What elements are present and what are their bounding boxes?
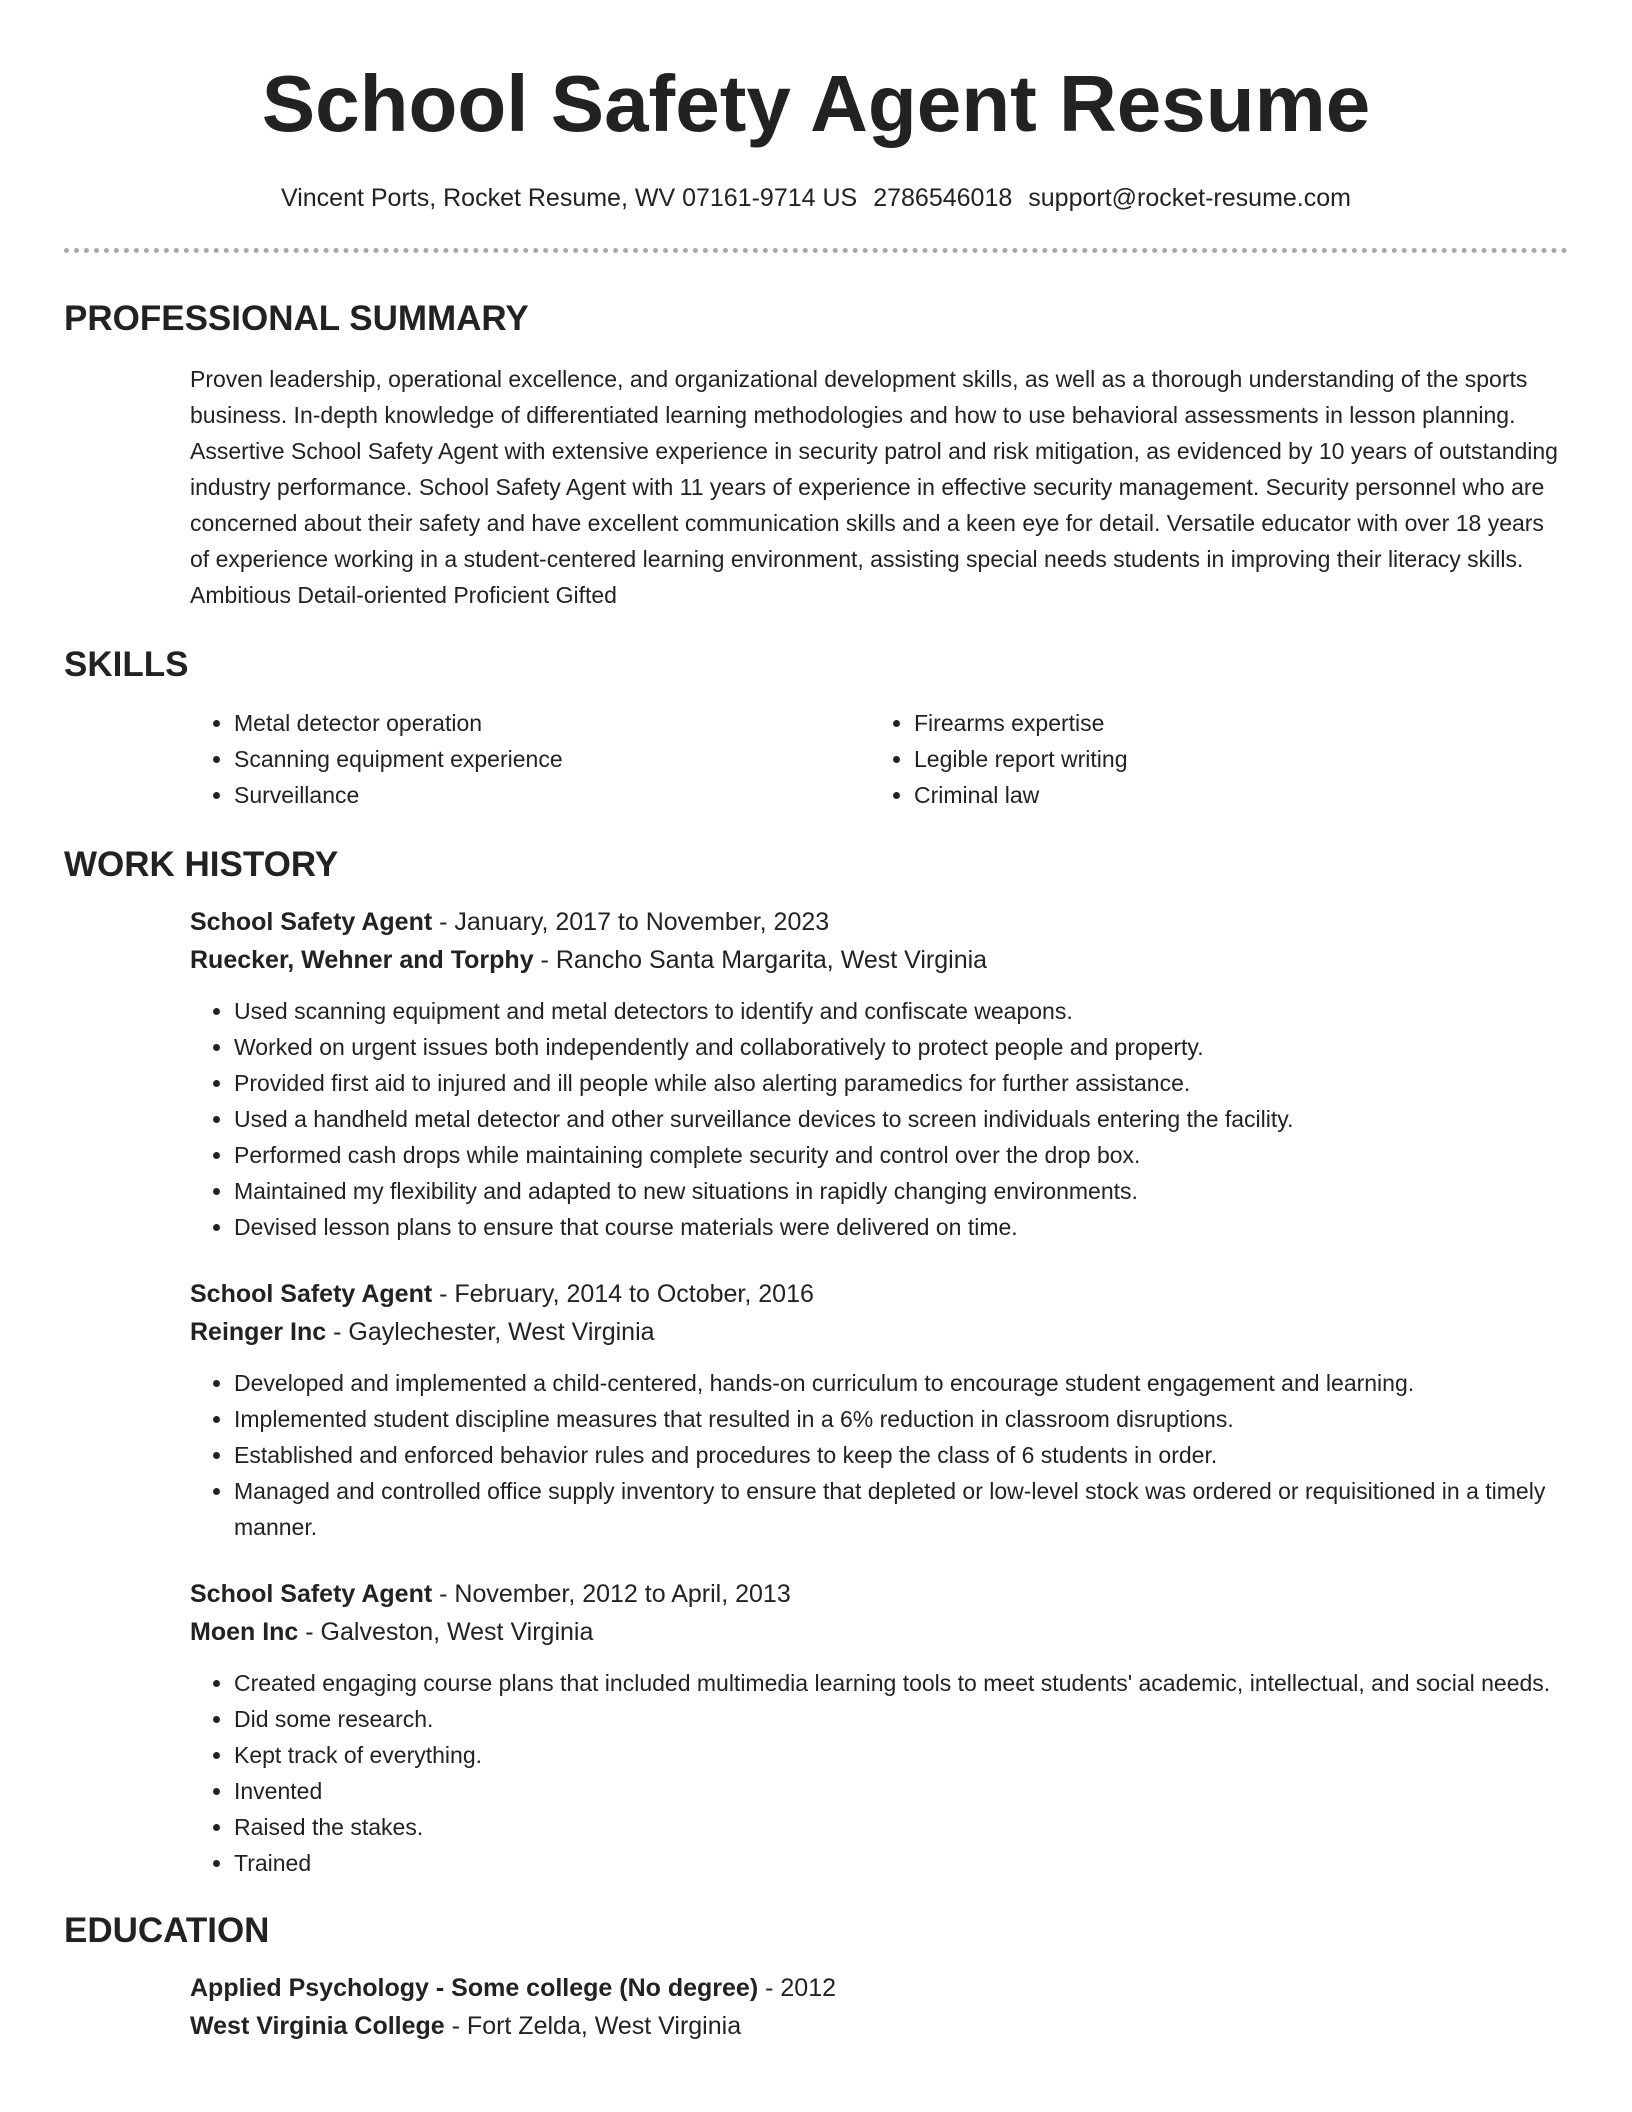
job-bullets (190, 1365, 1568, 1545)
job-location: - Gaylechester, West Virginia (326, 1318, 655, 1346)
job-bullets (190, 993, 1568, 1245)
job-location: - Rancho Santa Margarita, West Virginia (533, 946, 988, 974)
job-title-line (190, 1575, 1568, 1613)
job-company: Reinger Inc (190, 1318, 327, 1346)
contact-phone: 2786546018 (873, 184, 1013, 212)
job-title: School Safety Agent (190, 1580, 433, 1608)
skill-item: • Firearms expertise (914, 705, 1550, 741)
job-company-line (190, 1613, 1568, 1651)
job-bullet: • Performed cash drops while maintaining complete security and control over the drop box. (234, 1137, 1568, 1173)
job-bullet: • Used scanning equipment and metal detectors to identify and confiscate weapons. (234, 993, 1568, 1029)
job-bullet: • Established and enforced behavior rules and procedures to keep the class of 6 students in order. (234, 1437, 1568, 1473)
job-bullet: • Did some research. (234, 1701, 1568, 1737)
job-entry (190, 1275, 1568, 1545)
job-bullet: • Created engaging course plans that included multimedia learning tools to meet students' academic, intellectual, and social needs. (234, 1665, 1568, 1701)
skills-list-left (190, 705, 870, 813)
job-title-line (190, 1275, 1568, 1313)
job-entry (190, 1575, 1568, 1881)
job-bullet: • Maintained my flexibility and adapted to new situations in rapidly changing environments. (234, 1173, 1568, 1209)
job-bullet: • Worked on urgent issues both independently and collaboratively to protect people and property. (234, 1029, 1568, 1065)
resume-title: School Safety Agent Resume (261, 59, 1371, 148)
job-entry (190, 903, 1568, 1245)
education-location: - Fort Zelda, West Virginia (444, 2012, 742, 2040)
skill-item: • Surveillance (234, 777, 870, 813)
job-dates: - November, 2012 to April, 2013 (432, 1580, 791, 1608)
job-bullet: • Implemented student discipline measures that resulted in a 6% reduction in classroom disruptions. (234, 1401, 1568, 1437)
skill-item: • Criminal law (914, 777, 1550, 813)
job-location: - Galveston, West Virginia (298, 1618, 594, 1646)
contact-address: Vincent Ports, Rocket Resume, WV 07161-9714 US (281, 184, 858, 212)
work-heading: WORK HISTORY (64, 845, 339, 884)
job-bullet: • Kept track of everything. (234, 1737, 1568, 1773)
job-bullet: • Invented (234, 1773, 1568, 1809)
job-bullet: • Managed and controlled office supply inventory to ensure that depleted or low-level stock was ordered or requisitioned in a timely manner. (234, 1473, 1568, 1545)
education-school-line (190, 2007, 1568, 2045)
job-bullet: • Trained (234, 1845, 1568, 1881)
summary-section (190, 361, 1568, 613)
job-bullet: • Developed and implemented a child-centered, hands-on curriculum to encourage student engagement and learning. (234, 1365, 1568, 1401)
job-bullet: • Raised the stakes. (234, 1809, 1568, 1845)
job-company-line (190, 941, 1568, 979)
contact-line (64, 180, 1568, 216)
summary-text: Proven leadership, operational excellence, and organizational development skills, as well as a thorough understanding of the sports business. In-depth knowledge of differentiated learning methodologies and how to use behavioral assessments in lesson planning. Assertive School Safety Agent with extensive experience in security patrol and risk mitigation, as evidenced by 10 years of outstanding industry performance. School Safety Agent with 11 years of experience in effective security management. Security personnel who are concerned about their safety and have excellent communication skills and a keen eye for detail. Versatile educator with over 18 years of experience working in a student-centered learning environment, assisting special needs students in improving their literacy skills. Ambitious Detail-oriented Proficient Gifted (190, 366, 1558, 608)
education-entry (190, 1969, 1568, 2045)
skills-list-right (870, 705, 1550, 813)
education-degree-line (190, 1969, 1568, 2007)
summary-heading: PROFESSIONAL SUMMARY (64, 299, 529, 338)
job-title: School Safety Agent (190, 1280, 433, 1308)
education-school: West Virginia College (190, 2012, 445, 2040)
skills-column-left (190, 705, 870, 813)
education-heading: EDUCATION (64, 1911, 270, 1950)
skills-heading: SKILLS (64, 645, 189, 684)
skills-column-right (870, 705, 1550, 813)
job-bullet: • Provided first aid to injured and ill people while also alerting paramedics for further assistance. (234, 1065, 1568, 1101)
job-bullet: • Used a handheld metal detector and other surveillance devices to screen individuals entering the facility. (234, 1101, 1568, 1137)
header-divider (64, 248, 1568, 253)
job-title: School Safety Agent (190, 908, 433, 936)
job-dates: - February, 2014 to October, 2016 (432, 1280, 814, 1308)
job-dates: - January, 2017 to November, 2023 (432, 908, 830, 936)
education-degree: Applied Psychology - Some college (No degree) (190, 1974, 759, 2002)
job-company: Ruecker, Wehner and Torphy (190, 946, 534, 974)
job-bullets (190, 1665, 1568, 1881)
job-company-line (190, 1313, 1568, 1351)
skill-item: • Scanning equipment experience (234, 741, 870, 777)
resume-page (64, 0, 1568, 2045)
skill-item: • Metal detector operation (234, 705, 870, 741)
contact-email: support@rocket-resume.com (1028, 184, 1351, 212)
skills-section (190, 705, 1568, 813)
job-bullet: • Devised lesson plans to ensure that course materials were delivered on time. (234, 1209, 1568, 1245)
job-title-line (190, 903, 1568, 941)
education-year: - 2012 (758, 1974, 837, 2002)
skill-item: • Legible report writing (914, 741, 1550, 777)
job-company: Moen Inc (190, 1618, 299, 1646)
